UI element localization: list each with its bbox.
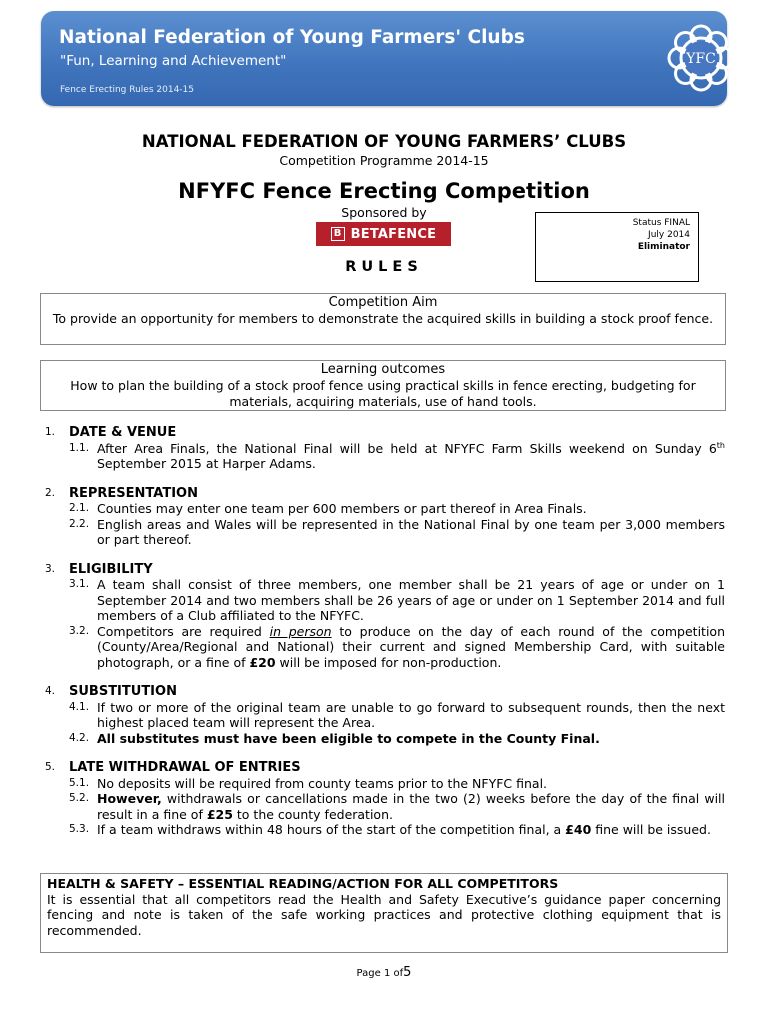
rule-superscript: th — [716, 440, 725, 450]
section-late-withdrawal — [45, 760, 725, 838]
rule-item — [45, 791, 725, 822]
section-number: 1. — [45, 426, 56, 438]
rules-list — [45, 425, 725, 852]
rule-number: 2.2. — [69, 517, 90, 530]
fine-amount: £20 — [249, 654, 276, 670]
status-line: Status FINAL — [632, 218, 690, 228]
rule-item — [45, 577, 725, 624]
rule-number: 1.1. — [69, 441, 90, 454]
rule-text: If two or more of the original team are unable to go forward to subsequent rounds, then the next highest placed team will represent the Area. — [97, 699, 725, 730]
status-box — [535, 212, 699, 282]
page-label: Page — [356, 968, 381, 979]
section-title: LATE WITHDRAWAL OF ENTRIES — [69, 760, 301, 775]
rule-item — [45, 624, 725, 671]
rules-heading: RULES — [345, 259, 423, 275]
rule-text: English areas and Wales will be represented in the National Final by one team per 3,000 members or part thereof. — [97, 516, 725, 547]
aim-text: To provide an opportunity for members to demonstrate the acquired skills in building a stock proof fence. — [52, 311, 714, 326]
rule-emphasis: in person — [269, 623, 332, 639]
rule-text: Competitors are required — [97, 623, 270, 639]
banner-document-label: Fence Erecting Rules 2014-15 — [60, 85, 194, 95]
rule-item — [45, 776, 725, 792]
rule-number: 4.1. — [69, 700, 90, 713]
status-stage: Eliminator — [637, 242, 690, 252]
rule-item — [45, 517, 725, 548]
sponsor-name: BETAFENCE — [350, 226, 437, 242]
rule-number: 5.3. — [69, 823, 90, 835]
section-eligibility — [45, 562, 725, 671]
fine-amount: £40 — [565, 822, 592, 837]
status-date: July 2014 — [648, 230, 690, 240]
organisation-heading: NATIONAL FEDERATION OF YOUNG FARMERS’ CLUBS — [141, 132, 627, 151]
rule-text: After Area Finals, the National Final will be held at NFYFC Farm Skills weekend on Sunday 6 — [97, 440, 717, 456]
section-number: 2. — [45, 486, 56, 499]
rule-text: If a team withdraws within 48 hours of the start of the competition final, a — [97, 822, 566, 837]
rule-item — [45, 441, 725, 472]
rule-lead: However, — [97, 791, 162, 806]
section-title: SUBSTITUTION — [69, 684, 177, 699]
competition-title: NFYFC Fence Erecting Competition — [178, 179, 590, 203]
rule-text: Counties may enter one team per 600 members or part thereof in Area Finals. — [97, 501, 587, 516]
rule-text: September 2015 at Harper Adams. — [97, 456, 316, 471]
section-number: 3. — [45, 562, 56, 575]
rule-text: will be imposed for non-production. — [275, 654, 502, 670]
rule-item — [45, 700, 725, 731]
rule-number: 4.2. — [69, 731, 90, 744]
health-safety-text: It is essential that all competitors read the Health and Safety Executive’s guidance paper concerning fencing and note is taken of the safe working practices and protective clothing equipment that is recommended. — [47, 891, 721, 938]
page-footer — [0, 965, 768, 980]
aim-title: Competition Aim — [328, 295, 438, 310]
health-safety-title: HEALTH & SAFETY – ESSENTIAL READING/ACTION FOR ALL COMPETITORS — [47, 876, 559, 891]
banner-slogan: "Fun, Learning and Achievement" — [60, 53, 287, 69]
betafence-mark-icon: B — [331, 227, 345, 241]
outcomes-text: How to plan the building of a stock proof fence using practical skills in fence erecting, budgeting for materials, acquiring materials, use of hand tools. — [70, 378, 696, 409]
rule-number: 3.2. — [69, 624, 90, 637]
section-substitution — [45, 684, 725, 746]
page-number: 1 — [383, 968, 391, 979]
section-number: 4. — [45, 685, 56, 697]
rule-text: to the county federation. — [232, 806, 393, 822]
rule-text: to produce on the day of each round of the competition (County/Area/Regional and National) their current and signed Membership Card, with suitable photograph, or a fine of — [97, 623, 726, 670]
yfc-logo-icon — [665, 22, 737, 94]
section-date-venue — [45, 425, 725, 472]
sponsored-by-label: Sponsored by — [341, 205, 427, 220]
betafence-logo — [316, 222, 451, 246]
rule-item — [45, 822, 725, 838]
logo-text: YFC — [686, 51, 716, 67]
of-label: of — [393, 968, 404, 979]
page-total: 5 — [403, 965, 412, 980]
outcomes-title: Learning outcomes — [320, 362, 446, 377]
header-banner — [41, 11, 727, 106]
rule-text: withdrawals or cancellations made in the two (2) weeks before the day of the final will result in a fine of — [97, 791, 725, 822]
rule-item — [45, 501, 725, 517]
rule-text: All substitutes must have been eligible to compete in the County Final. — [97, 730, 600, 746]
section-number: 5. — [45, 761, 56, 773]
rule-number: 2.1. — [69, 502, 90, 514]
rule-text: A team shall consist of three members, one member shall be 21 years of age or under on 1 September 2014 and two members shall be 26 years of age or under on 1 September 2014 and full members of a Club affiliated to the NFYFC. — [97, 577, 725, 623]
fine-amount: £25 — [206, 806, 233, 822]
banner-title: National Federation of Young Farmers' Clubs — [59, 27, 525, 48]
learning-outcomes-box — [40, 360, 726, 411]
section-title: ELIGIBILITY — [69, 561, 153, 577]
rule-number: 5.1. — [69, 776, 90, 789]
rule-item — [45, 731, 725, 747]
rule-number: 5.2. — [69, 792, 90, 804]
section-title: DATE & VENUE — [69, 425, 177, 440]
section-representation — [45, 486, 725, 548]
section-title: REPRESENTATION — [69, 485, 198, 501]
rule-text: fine will be issued. — [591, 822, 711, 837]
health-safety-box — [40, 873, 728, 953]
rule-number: 3.1. — [69, 578, 90, 590]
rule-text: No deposits will be required from county teams prior to the NFYFC final. — [97, 775, 548, 791]
programme-subtitle: Competition Programme 2014-15 — [279, 153, 489, 168]
competition-aim-box — [40, 293, 726, 345]
